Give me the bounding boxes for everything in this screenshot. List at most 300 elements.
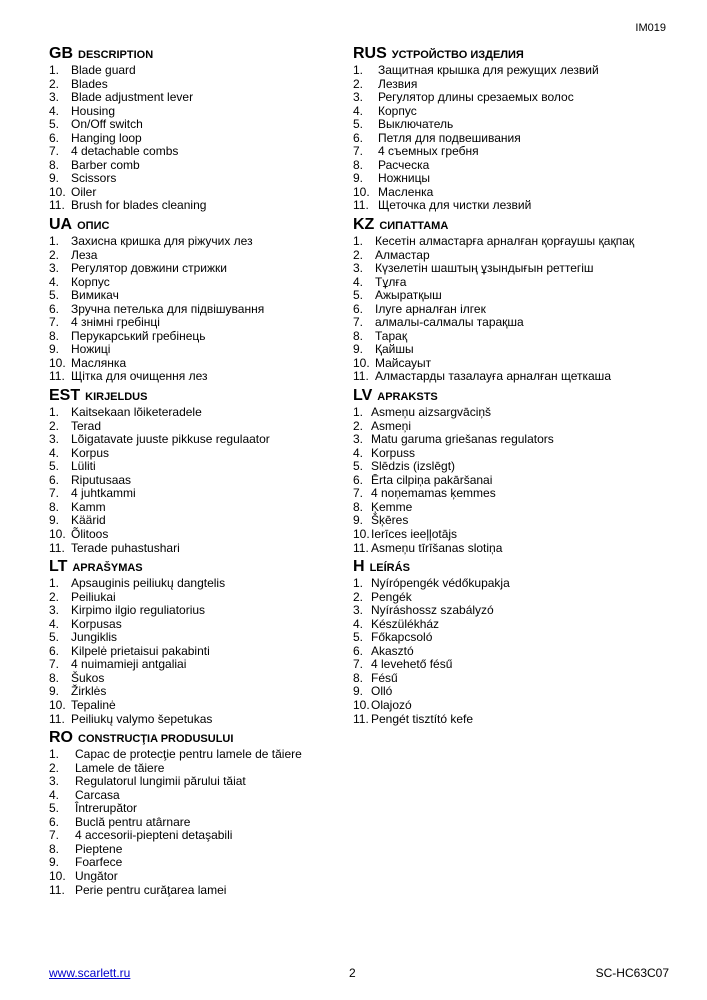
list-item (353, 316, 653, 330)
item-text: Расческа (378, 157, 430, 172)
item-number: 4. (353, 103, 364, 118)
item-number: 8. (49, 157, 60, 172)
item-text: 4 noņemamas ķemmes (371, 486, 496, 501)
item-number: 7. (49, 657, 60, 672)
item-text: Корпус (378, 103, 417, 118)
item-text: 4 levehető fésű (371, 657, 453, 672)
section-title: DESCRIPTION (78, 49, 154, 61)
list-item (353, 330, 653, 344)
item-text: Nyíráshossz szabályzó (371, 603, 494, 618)
list-item (49, 884, 349, 898)
section-heading (49, 42, 349, 64)
item-number: 1. (49, 747, 60, 762)
list-item (353, 699, 653, 713)
list-item (49, 802, 349, 816)
item-text: Šķēres (371, 513, 409, 528)
item-text: Întrerupător (75, 801, 138, 816)
item-text: 4 juhtkammi (71, 486, 136, 501)
item-number: 1. (353, 63, 364, 77)
list-item (49, 433, 349, 447)
item-text: Õlitoos (71, 526, 109, 541)
section-code: LT (49, 558, 68, 576)
parts-list (49, 748, 349, 897)
item-text: Matu garuma griešanas regulators (371, 432, 554, 447)
item-text: Петля для подвешивания (378, 130, 521, 145)
parts-list (49, 577, 349, 726)
item-text: Тарақ (375, 328, 408, 343)
list-item (49, 604, 349, 618)
item-number: 9. (353, 684, 364, 699)
item-text: 4 nuimamieji antgaliai (71, 657, 187, 672)
item-number: 1. (49, 234, 60, 249)
item-number: 3. (49, 603, 60, 618)
item-number: 7. (49, 486, 60, 501)
list-item (353, 406, 653, 420)
page-footer (49, 966, 669, 982)
item-text: Perie pentru curăţarea lamei (75, 882, 227, 897)
item-number: 6. (353, 643, 364, 658)
section-code: UA (49, 216, 73, 234)
list-item (49, 699, 349, 713)
item-number: 4. (49, 616, 60, 631)
parts-list (49, 235, 349, 384)
item-text: Kaitsekaan lõiketeradele (71, 405, 202, 420)
item-number: 5. (353, 117, 364, 132)
list-item (49, 343, 349, 357)
item-text: Riputusaas (71, 472, 132, 487)
list-item (49, 474, 349, 488)
list-item (49, 748, 349, 762)
list-item (353, 487, 653, 501)
list-item (49, 713, 349, 727)
section-ua (49, 213, 349, 384)
item-text: Қайшы (375, 342, 414, 357)
item-number: 11. (353, 198, 369, 213)
parts-list (49, 406, 349, 555)
item-number: 5. (353, 288, 364, 303)
item-text: алмалы-салмалы тарақша (375, 315, 524, 330)
item-number: 11. (353, 369, 369, 384)
item-number: 4. (353, 274, 364, 289)
item-number: 9. (49, 342, 60, 357)
list-item (353, 276, 653, 290)
item-text: Oiler (71, 184, 97, 199)
item-number: 3. (353, 432, 364, 447)
section-rus (353, 42, 653, 213)
item-text: 4 detachable combs (71, 144, 179, 159)
item-text: Blade adjustment lever (71, 90, 194, 105)
item-text: Barber comb (71, 157, 140, 172)
item-number: 2. (49, 418, 60, 433)
item-number: 6. (49, 643, 60, 658)
item-number: 6. (49, 130, 60, 145)
list-item (49, 330, 349, 344)
list-item (49, 631, 349, 645)
section-ro (49, 726, 349, 897)
list-item (353, 159, 653, 173)
section-heading (49, 213, 349, 235)
item-text: Ажыратқыш (375, 288, 442, 303)
parts-list (353, 577, 653, 726)
item-number: 5. (49, 801, 60, 816)
item-text: Ķemme (371, 499, 413, 514)
item-text: Лезвия (378, 76, 418, 91)
list-item (49, 460, 349, 474)
list-item (353, 357, 653, 371)
item-number: 6. (49, 814, 60, 829)
list-item (353, 145, 653, 159)
item-text: Asmeņu tīrīšanas slotiņa (371, 540, 503, 555)
list-item (353, 105, 653, 119)
section-title: УСТРОЙСТВО ИЗДЕЛИЯ (391, 49, 524, 61)
item-text: Slēdzis (izslēgt) (371, 459, 456, 474)
item-text: Jungiklis (71, 630, 118, 645)
section-heading (49, 555, 349, 577)
item-number: 5. (49, 288, 60, 303)
item-text: Кесетін алмастарға арналған қорғаушы қақпақ (375, 234, 635, 249)
item-number: 11. (49, 369, 65, 384)
item-number: 3. (353, 603, 364, 618)
list-item (49, 420, 349, 434)
item-text: 4 съемных гребня (378, 144, 479, 159)
item-text: Майсауыт (375, 355, 432, 370)
parts-list (353, 235, 653, 384)
list-item (49, 591, 349, 605)
list-item (353, 474, 653, 488)
section-title: APRAKSTS (377, 391, 438, 404)
list-item (49, 78, 349, 92)
document-id: IM019 (635, 22, 666, 34)
item-number: 10. (353, 526, 370, 541)
item-text: Blade guard (71, 63, 136, 77)
item-number: 7. (49, 828, 60, 843)
item-number: 7. (353, 486, 364, 501)
list-item (353, 303, 653, 317)
item-number: 8. (49, 328, 60, 343)
item-text: Pieptene (75, 841, 123, 856)
item-number: 8. (353, 670, 364, 685)
item-number: 2. (353, 76, 364, 91)
section-title: ОПИС (77, 220, 110, 233)
item-number: 10. (49, 184, 66, 199)
item-number: 5. (49, 459, 60, 474)
item-number: 2. (49, 76, 60, 91)
item-number: 9. (49, 684, 60, 699)
item-text: Apsauginis peiliukų dangtelis (71, 576, 226, 591)
section-code: EST (49, 387, 81, 405)
item-text: Ierīces ieeļļotājs (371, 526, 458, 541)
list-item (49, 514, 349, 528)
item-number: 8. (353, 328, 364, 343)
item-number: 10. (353, 184, 370, 199)
item-text: Buclă pentru atârnare (75, 814, 191, 829)
section-lv (353, 384, 653, 555)
item-text: Tepalinė (71, 697, 116, 712)
section-title: CONSTRUCŢIA PRODUSULUI (78, 733, 234, 746)
item-text: Blades (71, 76, 108, 91)
page-number: 2 (349, 966, 356, 980)
list-item (49, 316, 349, 330)
item-text: Hanging loop (71, 130, 142, 145)
section-heading (49, 384, 349, 406)
item-number: 9. (49, 513, 60, 528)
list-item (353, 186, 653, 200)
item-text: Lamele de tăiere (75, 760, 165, 775)
item-number: 3. (353, 90, 364, 105)
item-number: 10. (353, 355, 370, 370)
item-number: 7. (353, 315, 364, 330)
item-text: Захисна кришка для ріжучих лез (71, 234, 253, 249)
item-text: Масленка (378, 184, 434, 199)
list-item (49, 357, 349, 371)
right-column (353, 42, 653, 726)
list-item (353, 645, 653, 659)
item-number: 11. (49, 198, 65, 213)
section-code: LV (353, 387, 373, 405)
item-text: Ножиці (71, 342, 111, 357)
list-item (49, 577, 349, 591)
item-text: Алмастарды тазалауға арналған щеткаша (375, 369, 611, 384)
list-item (49, 132, 349, 146)
item-number: 2. (49, 247, 60, 262)
section-title: APRAŠYMAS (72, 562, 143, 575)
list-item (49, 105, 349, 119)
section-heading (49, 726, 349, 748)
website-link[interactable]: www.scarlett.ru (49, 966, 131, 980)
item-number: 6. (353, 130, 364, 145)
parts-list (353, 406, 653, 555)
item-text: Housing (71, 103, 116, 118)
item-number: 1. (49, 576, 60, 591)
list-item (49, 843, 349, 857)
item-number: 7. (49, 144, 60, 159)
item-text: Készülékház (371, 616, 440, 631)
section-heading (353, 213, 653, 235)
list-item (353, 604, 653, 618)
list-item (353, 64, 653, 78)
item-number: 11. (353, 711, 369, 726)
item-number: 3. (49, 90, 60, 105)
list-item (353, 235, 653, 249)
list-item (353, 685, 653, 699)
item-text: Ножницы (378, 171, 431, 186)
parts-list (49, 64, 349, 213)
list-item (353, 542, 653, 556)
list-item (49, 199, 349, 213)
item-number: 5. (49, 117, 60, 132)
list-item (49, 406, 349, 420)
list-item (49, 159, 349, 173)
item-number: 7. (353, 657, 364, 672)
left-column (49, 42, 349, 897)
item-text: Перукарський гребінець (71, 328, 206, 343)
list-item (353, 591, 653, 605)
item-number: 10. (49, 355, 66, 370)
list-item (353, 172, 653, 186)
item-text: Peiliukų valymo šepetukas (71, 711, 213, 726)
item-text: Регулятор длины срезаемых волос (378, 90, 574, 105)
list-item (49, 303, 349, 317)
item-number: 3. (49, 774, 60, 789)
section-est (49, 384, 349, 555)
item-text: Щеточка для чистки лезвий (378, 198, 532, 213)
item-text: Регулятор довжини стрижки (71, 261, 227, 276)
list-item (353, 460, 653, 474)
item-text: Foarfece (75, 855, 123, 870)
list-item (49, 762, 349, 776)
item-text: Peiliukai (71, 589, 116, 604)
list-item (353, 249, 653, 263)
item-text: Asmeņi (371, 418, 412, 433)
item-number: 2. (353, 589, 364, 604)
section-h (353, 555, 653, 726)
list-item (49, 91, 349, 105)
item-text: Scissors (71, 171, 117, 186)
item-number: 7. (49, 315, 60, 330)
item-text: Žirklės (71, 684, 107, 699)
item-number: 3. (353, 261, 364, 276)
item-number: 3. (49, 261, 60, 276)
list-item (353, 289, 653, 303)
item-number: 4. (49, 274, 60, 289)
item-text: Зручна петелька для підвішування (71, 301, 265, 316)
item-number: 8. (49, 841, 60, 856)
list-item (49, 775, 349, 789)
list-item (49, 816, 349, 830)
list-item (49, 829, 349, 843)
item-number: 1. (353, 234, 364, 249)
section-heading (353, 384, 653, 406)
item-text: Kamm (71, 499, 106, 514)
list-item (353, 618, 653, 632)
item-text: Regulatorul lungimii părului tăiat (75, 774, 246, 789)
item-number: 5. (49, 630, 60, 645)
item-text: Käärid (71, 513, 106, 528)
item-text: Вимикач (71, 288, 119, 303)
item-text: Тұлға (375, 274, 407, 289)
item-number: 8. (49, 499, 60, 514)
section-code: RO (49, 729, 73, 747)
list-item (49, 118, 349, 132)
list-item (353, 658, 653, 672)
list-item (353, 577, 653, 591)
list-item (49, 447, 349, 461)
item-text: Capac de protecţie pentru lamele de tăiere (75, 747, 302, 762)
item-text: Kilpelė prietaisui pakabinti (71, 643, 210, 658)
section-kz (353, 213, 653, 384)
item-text: Terade puhastushari (71, 540, 180, 555)
item-text: Выключатель (378, 117, 454, 132)
list-item (49, 645, 349, 659)
section-title: LEÍRÁS (369, 562, 410, 575)
list-item (49, 186, 349, 200)
item-text: 4 accesorii-piepteni detaşabili (75, 828, 233, 843)
list-item (49, 528, 349, 542)
item-text: Маслянка (71, 355, 127, 370)
item-number: 2. (49, 760, 60, 775)
parts-list (353, 64, 653, 213)
item-number: 4. (49, 103, 60, 118)
model-number: SC-HC63C07 (595, 966, 669, 980)
list-item (49, 262, 349, 276)
list-item (353, 433, 653, 447)
item-number: 10. (353, 697, 370, 712)
list-item (353, 118, 653, 132)
item-number: 3. (49, 432, 60, 447)
list-item (49, 856, 349, 870)
item-text: Ungător (75, 868, 118, 883)
item-text: Защитная крышка для режущих лезвий (378, 63, 599, 77)
item-text: Fésű (371, 670, 398, 685)
section-code: H (353, 558, 365, 576)
item-number: 2. (353, 247, 364, 262)
list-item (49, 618, 349, 632)
item-text: Күзелетін шаштың ұзындығын реттегіш (375, 261, 594, 276)
list-item (353, 262, 653, 276)
item-text: On/Off switch (71, 117, 143, 132)
list-item (49, 145, 349, 159)
item-number: 4. (49, 445, 60, 460)
list-item (49, 542, 349, 556)
item-number: 9. (49, 171, 60, 186)
list-item (49, 870, 349, 884)
item-text: Brush for blades cleaning (71, 198, 207, 213)
item-number: 4. (49, 787, 60, 802)
item-number: 6. (353, 301, 364, 316)
section-title: СИПАТТАМА (379, 220, 449, 233)
item-number: 11. (49, 711, 65, 726)
item-text: Šukos (71, 670, 105, 685)
item-text: Korpusas (71, 616, 122, 631)
item-number: 10. (49, 526, 66, 541)
list-item (49, 172, 349, 186)
section-code: RUS (353, 45, 387, 62)
list-item (49, 235, 349, 249)
item-number: 5. (353, 630, 364, 645)
item-text: Főkapcsoló (371, 630, 433, 645)
list-item (49, 370, 349, 384)
item-number: 8. (49, 670, 60, 685)
item-number: 8. (353, 499, 364, 514)
list-item (49, 276, 349, 290)
item-text: Lüliti (71, 459, 96, 474)
item-number: 1. (49, 63, 60, 77)
item-text: Asmeņu aizsargvāciņš (371, 405, 492, 420)
list-item (353, 514, 653, 528)
item-text: Korpus (71, 445, 110, 460)
list-item (353, 713, 653, 727)
list-item (49, 289, 349, 303)
item-number: 9. (353, 171, 364, 186)
item-number: 9. (353, 513, 364, 528)
item-number: 10. (49, 868, 66, 883)
item-text: Корпус (71, 274, 110, 289)
item-number: 1. (353, 576, 364, 591)
item-number: 9. (353, 342, 364, 357)
item-text: Carcasa (75, 787, 120, 802)
item-number: 7. (353, 144, 364, 159)
list-item (49, 685, 349, 699)
item-text: Korpuss (371, 445, 416, 460)
item-number: 6. (353, 472, 364, 487)
list-item (353, 370, 653, 384)
item-text: Pengék (371, 589, 412, 604)
item-text: Леза (71, 247, 98, 262)
item-number: 1. (353, 405, 364, 420)
list-item (353, 672, 653, 686)
item-number: 11. (49, 540, 65, 555)
section-gb (49, 42, 349, 213)
